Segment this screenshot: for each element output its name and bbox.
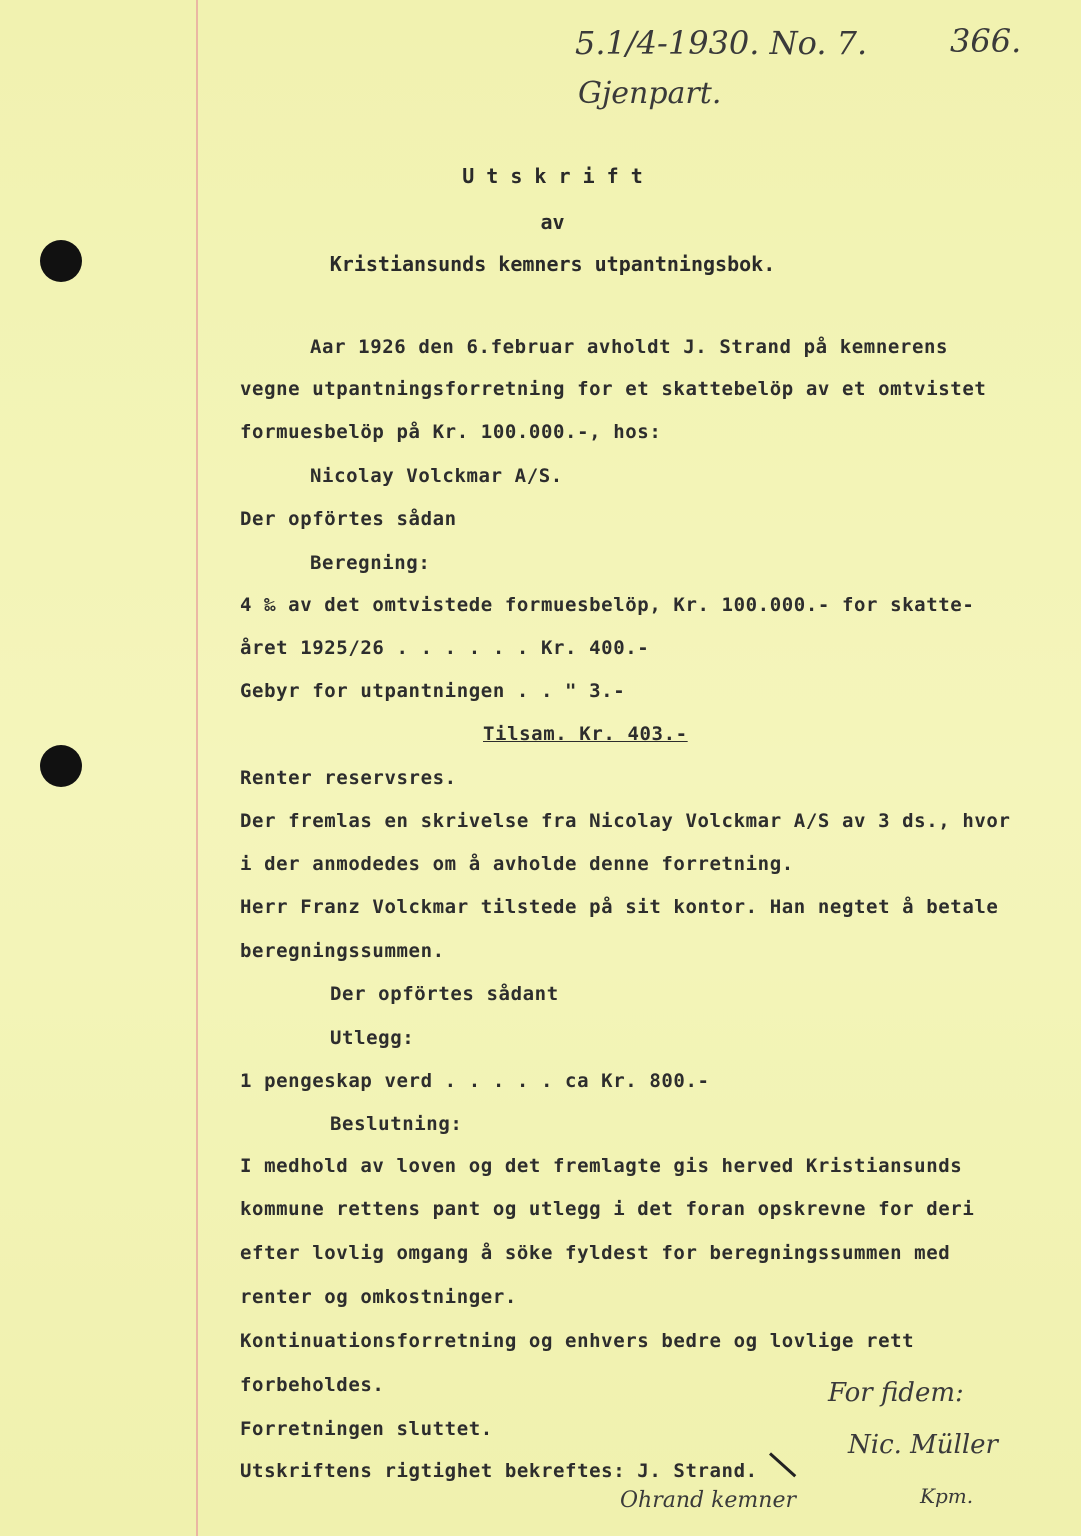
body-line-9: Gebyr for utpantningen . . " 3.-	[240, 680, 626, 702]
title-line-3-text: Kristiansunds kemners utpantningsbok.	[329, 252, 776, 276]
body-line-21: kommune rettens pant og utlegg i det foran opskrevne for deri	[240, 1198, 975, 1220]
body-line-2: vegne utpantningsforretning for et skattebelöp av et omtvistet	[240, 378, 987, 400]
body-line-4: Nicolay Volckmar A/S.	[310, 465, 563, 487]
punch-hole-bottom	[40, 745, 82, 787]
body-line-18: 1 pengeskap verd . . . . . ca Kr. 800.-	[240, 1070, 710, 1092]
body-line-7: 4 ‰ av det omtvistede formuesbelöp, Kr. 100.000.- for skatte-	[240, 594, 975, 616]
total-line: Tilsam. Kr. 403.-	[483, 723, 688, 745]
page-number: 366.	[950, 22, 1022, 60]
body-line-23: renter og omkostninger.	[240, 1286, 517, 1308]
title-line-2-text: av	[540, 210, 565, 234]
title-line-1-text: U t s k r i f t	[462, 164, 643, 188]
body-line-14: Herr Franz Volckmar tilstede på sit kontor. Han negtet å betale	[240, 896, 999, 918]
body-line-17: Utlegg:	[330, 1027, 415, 1049]
signature-kemner: Ohrand kemner	[620, 1488, 796, 1513]
body-line-27: Utskriftens rigtighet bekreftes: J. Strand.	[240, 1460, 758, 1482]
signature-slash	[769, 1452, 796, 1477]
body-line-11: Renter reservsres.	[240, 767, 457, 789]
body-line-15: beregningssummen.	[240, 940, 445, 962]
body-line-8: året 1925/26 . . . . . . Kr. 400.-	[240, 637, 650, 659]
body-line-12: Der fremlas en skrivelse fra Nicolay Volckmar A/S av 3 ds., hvor	[240, 810, 1011, 832]
body-line-6: Beregning:	[310, 552, 431, 574]
body-line-1: Aar 1926 den 6.februar avholdt J. Strand på kemnerens	[310, 336, 949, 358]
body-line-24: Kontinuationsforretning og enhvers bedre og lovlige rett	[240, 1330, 915, 1352]
body-line-20: I medhold av loven og det fremlagte gis herved Kristiansunds	[240, 1155, 963, 1177]
body-line-25: forbeholdes.	[240, 1374, 385, 1396]
body-line-3: formuesbelöp på Kr. 100.000.-, hos:	[240, 421, 662, 443]
body-line-19: Beslutning:	[330, 1113, 463, 1135]
title-line-3	[0, 252, 1081, 276]
signature-fidem-line-2: Nic. Müller	[848, 1430, 998, 1460]
title-line-2	[0, 210, 1081, 234]
body-line-22: efter lovlig omgang å söke fyldest for beregningssummen med	[240, 1242, 951, 1264]
signature-fidem-line-3: Kpm.	[920, 1484, 974, 1508]
date-note: 5.1/4-1930. No. 7.	[575, 24, 868, 62]
body-line-13: i der anmodedes om å avholde denne forretning.	[240, 853, 794, 875]
body-line-16: Der opförtes sådant	[330, 983, 559, 1005]
body-line-26: Forretningen sluttet.	[240, 1418, 493, 1440]
body-line-5: Der opförtes sådan	[240, 508, 457, 530]
copy-note: Gjenpart.	[578, 76, 722, 111]
title-line-1	[0, 164, 1081, 188]
signature-fidem-line-1: For fidem:	[828, 1378, 964, 1408]
